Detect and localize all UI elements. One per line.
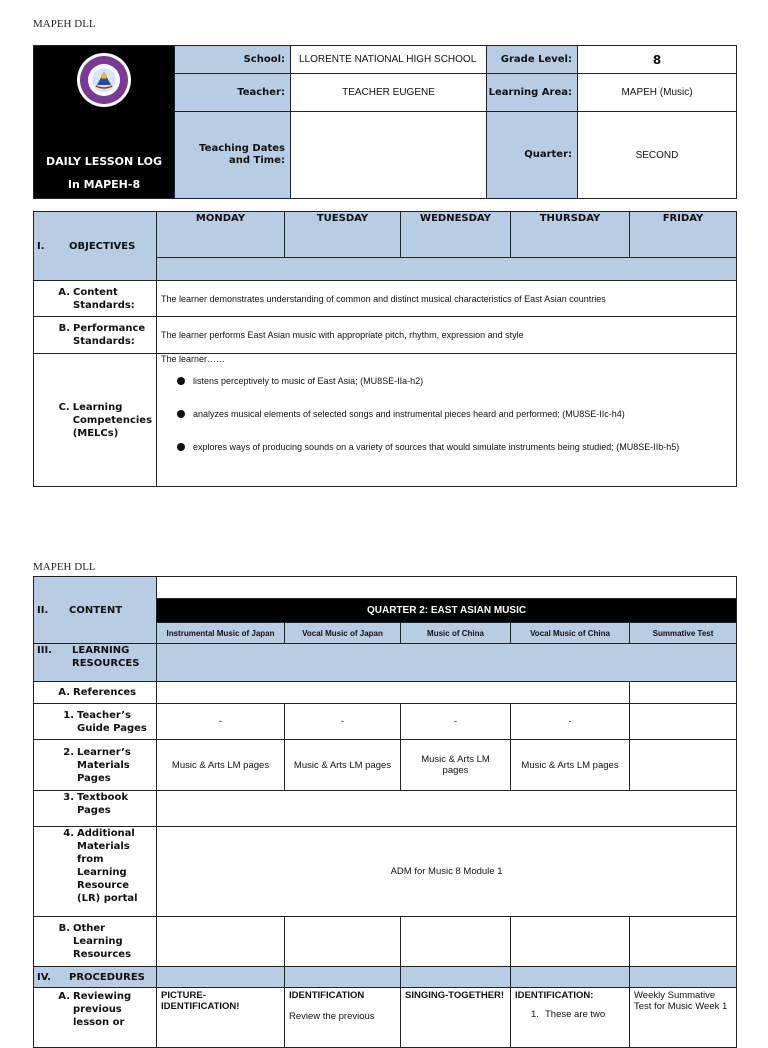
teacher-label: Teacher: [175,74,291,112]
reviewing-text: Reviewing previous lesson or [73,991,132,1028]
additional-materials-label [34,827,157,917]
topic-friday: Summative Test [630,623,737,644]
content-header [34,577,157,644]
topic-thursday: Vocal Music of China [511,623,630,644]
day-monday: MONDAY [157,212,285,258]
log-title-line2: In MAPEH-8 [67,178,141,191]
additional-materials-text: Additional Materials from Learning Resource (LR) portal [77,828,138,904]
lm-friday [630,740,737,791]
content-standards-label [34,281,157,317]
references-label [34,682,157,704]
topic-wednesday: Music of China [401,623,511,644]
deped-seal-icon [76,52,132,108]
objectives-num: I. [37,240,45,252]
objectives-blank-row [157,258,737,281]
performance-standards-label [34,317,157,354]
competencies-list [157,373,736,456]
learning-competencies-label [34,354,157,487]
topic-monday: Instrumental Music of Japan [157,623,285,644]
learners-materials-text: Learner’s Materials Pages [77,746,131,784]
lm-wednesday: Music & Arts LM pages [401,740,511,791]
quarter-label: Quarter: [487,112,578,199]
content-num: II. [37,604,49,616]
day-friday: FRIDAY [630,212,737,258]
other-resources-text: Other Learning Resources [73,923,132,960]
day-thursday: THURSDAY [511,212,630,258]
performance-standards-text: Performance Standards: [73,323,146,347]
procedures-label: PROCEDURES [69,971,145,983]
other-monday [157,917,285,967]
review-friday: Weekly Summative Test for Music Week 1 [630,988,737,1048]
grade-level-value: 8 [578,46,737,74]
other-resources-letter: B. [58,923,70,934]
objectives-label: OBJECTIVES [69,240,136,252]
tg-tuesday: - [285,704,401,740]
lm-tuesday: Music & Arts LM pages [285,740,401,791]
teachers-guide-num: 1. [63,709,74,721]
teaching-dates-value [291,112,487,199]
review-wednesday-title: SINGING-TOGETHER! [405,990,505,1001]
bullet-icon [177,410,185,418]
bullet-icon [177,377,185,385]
learning-resources-header [34,644,157,682]
teaching-dates-label: Teaching Dates and Time: [175,112,291,199]
teachers-guide-text: Teacher’s Guide Pages [77,709,147,734]
page-header-label: MAPEH DLL [33,18,96,30]
review-thursday-item [515,1009,625,1020]
competency-item: listens perceptively to music of East Asia; (MU8SE-IIa-h2) [157,373,736,390]
tg-monday: - [157,704,285,740]
references-text: References [73,687,137,698]
other-wednesday [401,917,511,967]
quarter-value: SECOND [578,112,737,199]
learners-materials-label [34,740,157,791]
other-friday [630,917,737,967]
content-standards-text: Content Standards: [73,286,135,311]
header-table [33,45,737,199]
additional-materials-num: 4. [63,828,74,839]
proc-wednesday [401,967,511,988]
review-tuesday-sub: Review the previous [289,1011,375,1022]
lm-monday: Music & Arts LM pages [157,740,285,791]
textbook-text: Textbook Pages [77,792,129,816]
review-tuesday-title: IDENTIFICATION [289,990,365,1001]
day-wednesday: WEDNESDAY [401,212,511,258]
other-resources-label [34,917,157,967]
learning-competencies-text: Learning Competencies (MELCs) [72,401,153,439]
content-standards-letter: A. [58,286,70,298]
objectives-header [34,212,157,281]
content-standards-value: The learner demonstrates understanding of common and distinct musical characteristics of East Asian countries [157,281,737,317]
log-title-line1: DAILY LESSON LOG [45,155,163,168]
procedures-header [34,967,157,988]
school-value: LLORENTE NATIONAL HIGH SCHOOL [291,46,487,74]
learning-competencies-letter: C. [58,401,70,413]
competency-item: analyzes musical elements of selected songs and instrumental pieces heard and performed; (MU8SE-IIc-h4) [157,406,736,423]
review-monday [157,988,285,1048]
competencies-intro: The learner…… [161,354,226,364]
tg-wednesday: - [401,704,511,740]
school-label: School: [175,46,291,74]
objectives-table [33,211,737,487]
review-tuesday [285,988,401,1048]
review-monday-title: PICTURE-IDENTIFICATION! [161,990,240,1012]
log-title [34,150,174,196]
review-thursday-item-text: These are two [545,1009,606,1020]
other-tuesday [285,917,401,967]
references-blank [157,682,630,704]
learning-area-label: Learning Area: [487,74,578,112]
topic-tuesday: Vocal Music of Japan [285,623,401,644]
teacher-value: TEACHER EUGENE [291,74,487,112]
textbook-num: 3. [63,792,74,803]
page2-header-label: MAPEH DLL [33,561,96,573]
content-top-blank [157,577,737,599]
performance-standards-letter: B. [58,323,70,334]
textbook-blank [157,791,737,827]
content-label: CONTENT [69,604,123,616]
day-tuesday: TUESDAY [285,212,401,258]
review-wednesday [401,988,511,1048]
review-thursday-title: IDENTIFICATION: [515,990,594,1001]
bullet-icon [177,443,185,451]
lm-thursday: Music & Arts LM pages [511,740,630,791]
review-thursday-item-num: 1. [531,1009,539,1020]
performance-standards-value: The learner performs East Asian music with appropriate pitch, rhythm, expression and style [157,317,737,354]
learners-materials-num: 2. [63,746,74,758]
deped-logo-cell [34,46,175,199]
textbook-label [34,791,157,827]
learning-resources-num: III. [37,645,52,656]
proc-monday [157,967,285,988]
reviewing-label [34,988,157,1048]
learning-area-value: MAPEH (Music) [578,74,737,112]
learning-resources-blank [157,644,737,682]
references-friday [630,682,737,704]
tg-friday [630,704,737,740]
learning-competencies-value [157,354,737,487]
proc-tuesday [285,967,401,988]
reviewing-letter: A. [58,991,70,1002]
review-thursday [511,988,630,1048]
grade-level-label: Grade Level: [487,46,578,74]
references-letter: A. [58,687,70,698]
proc-thursday [511,967,630,988]
other-thursday [511,917,630,967]
learning-resources-label: LEARNING RESOURCES [72,645,140,669]
teachers-guide-label [34,704,157,740]
procedures-num: IV. [37,971,51,983]
tg-thursday: - [511,704,630,740]
quarter-banner: QUARTER 2: EAST ASIAN MUSIC [157,599,737,623]
competency-item: explores ways of producing sounds on a variety of sources that would simulate instruments being studied; (MU8SE-IIb-h5) [157,439,736,456]
additional-materials-value: ADM for Music 8 Module 1 [157,827,737,917]
proc-friday [630,967,737,988]
content-table [33,576,737,1048]
